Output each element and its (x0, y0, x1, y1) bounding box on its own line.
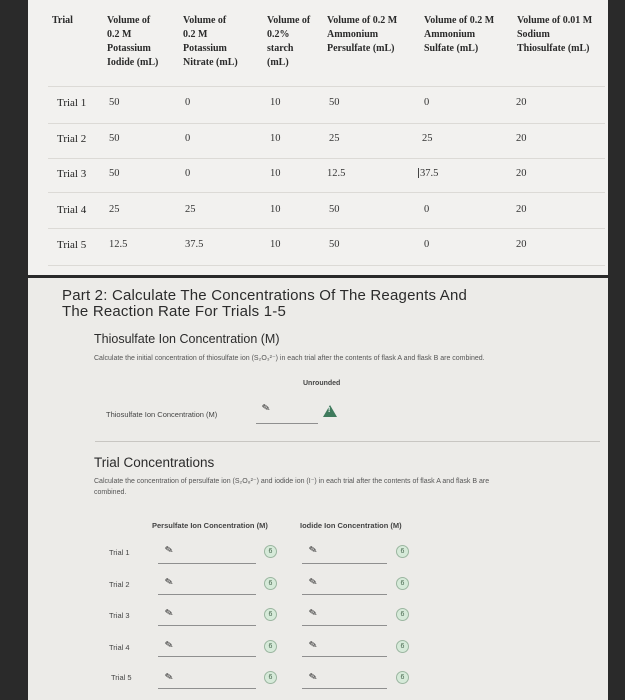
cell-starch: 10 (270, 97, 281, 108)
iodide-column-header: Iodide Ion Concentration (M) (300, 521, 402, 530)
text-cursor (418, 168, 419, 178)
iodide-input-trial-2[interactable] (302, 594, 387, 595)
sig-fig-badge[interactable]: 6 (396, 545, 409, 558)
iodide-input-trial-1[interactable] (302, 563, 387, 564)
sig-fig-badge[interactable]: 6 (264, 608, 277, 621)
cell-ki: 50 (109, 168, 120, 179)
cell-sulfate: 37.5 (420, 168, 439, 179)
cell-persulfate: 50 (329, 239, 340, 250)
warning-icon[interactable]: ! (323, 405, 337, 417)
thiosulfate-section-title: Thiosulfate Ion Concentration (M) (94, 332, 280, 346)
persulfate-input-trial-2[interactable] (158, 594, 256, 595)
cell-starch: 10 (270, 168, 281, 179)
persulfate-input-trial-3[interactable] (158, 625, 256, 626)
pencil-icon: ✎ (308, 607, 319, 620)
cell-sulfate: 25 (422, 133, 433, 144)
trial-row-label: Trial 5 (111, 673, 132, 682)
cell-persulfate: 12.5 (327, 168, 346, 179)
trial-row-label: Trial 4 (109, 643, 130, 652)
sig-fig-badge[interactable]: 6 (396, 608, 409, 621)
sig-fig-badge[interactable]: 6 (396, 671, 409, 684)
cell-sulfate: 0 (424, 204, 430, 215)
cell-starch: 10 (270, 204, 281, 215)
table-rule (48, 265, 605, 266)
header-sulfate: Volume of 0.2 M Ammonium Sulfate (mL) (424, 15, 495, 54)
sig-fig-badge[interactable]: 6 (396, 640, 409, 653)
cell-persulfate: 50 (329, 97, 340, 108)
persulfate-input-trial-4[interactable] (158, 656, 256, 657)
persulfate-column-header: Persulfate Ion Concentration (M) (152, 521, 268, 530)
iodide-input-trial-5[interactable] (302, 688, 387, 689)
table-rule (48, 158, 605, 159)
trial-row-label: Trial 3 (109, 611, 130, 620)
cell-sulfate: 0 (424, 239, 430, 250)
pencil-icon: ✎ (261, 402, 272, 415)
pencil-icon: ✎ (308, 671, 319, 684)
trial-row-label: Trial 2 (109, 580, 130, 589)
cell-kno3: 0 (185, 168, 191, 179)
cell-kno3: 25 (185, 204, 196, 215)
cell-kno3: 37.5 (185, 239, 204, 250)
pencil-icon: ✎ (164, 671, 175, 684)
trial-concentrations-title: Trial Concentrations (94, 455, 215, 470)
pencil-icon: ✎ (164, 576, 175, 589)
persulfate-input-trial-1[interactable] (158, 563, 256, 564)
cell-starch: 10 (270, 239, 281, 250)
cell-persulfate: 25 (329, 133, 340, 144)
cell-kno3: 0 (185, 133, 191, 144)
row-label-trial-1: Trial 1 (57, 97, 87, 109)
table-rule (48, 123, 605, 124)
thiosulfate-instructions: Calculate the initial concentration of thiosulfate ion (S₂O₃²⁻) in each trial after the contents of flask A and flask B are combined. (94, 355, 485, 362)
table-rule (48, 86, 605, 87)
sig-fig-badge[interactable]: 6 (264, 671, 277, 684)
row-label-trial-2: Trial 2 (57, 133, 87, 145)
sig-fig-badge[interactable]: 6 (264, 545, 277, 558)
cell-sulfate: 0 (424, 97, 430, 108)
pencil-icon: ✎ (164, 544, 175, 557)
row-label-trial-5: Trial 5 (57, 239, 87, 251)
table-rule (48, 192, 605, 193)
iodide-input-trial-4[interactable] (302, 656, 387, 657)
header-thiosulfate: Volume of 0.01 M Sodium Thiosulfate (mL) (517, 15, 593, 54)
iodide-input-trial-3[interactable] (302, 625, 387, 626)
sig-fig-badge[interactable]: 6 (264, 640, 277, 653)
row-label-trial-4: Trial 4 (57, 204, 87, 216)
header-starch: Volume of 0.2% starch (mL) (267, 15, 311, 68)
trial-concentrations-instructions: Calculate the concentration of persulfate ion (S₂O₈²⁻) and iodide ion (I⁻) in each trial after the contents of flask A and flask B are combined. (94, 478, 490, 496)
thiosulfate-field-label: Thiosulfate Ion Concentration (M) (106, 410, 218, 419)
cell-persulfate: 50 (329, 204, 340, 215)
cell-thiosulfate: 20 (516, 168, 527, 179)
cell-thiosulfate: 20 (516, 239, 527, 250)
cell-kno3: 0 (185, 97, 191, 108)
table-rule (48, 228, 605, 229)
section-divider (95, 441, 600, 442)
unrounded-label: Unrounded (303, 380, 341, 387)
header-persulfate: Volume of 0.2 M Ammonium Persulfate (mL) (327, 15, 398, 54)
pencil-icon: ✎ (164, 639, 175, 652)
header-ki: Volume of 0.2 M Potassium Iodide (mL) (107, 15, 159, 68)
cell-ki: 12.5 (109, 239, 128, 250)
cell-thiosulfate: 20 (516, 97, 527, 108)
sig-fig-badge[interactable]: 6 (396, 577, 409, 590)
pencil-icon: ✎ (308, 639, 319, 652)
sig-fig-badge[interactable]: 6 (264, 577, 277, 590)
pencil-icon: ✎ (308, 544, 319, 557)
cell-thiosulfate: 20 (516, 204, 527, 215)
thiosulfate-answer-input[interactable] (256, 423, 318, 424)
trial-row-label: Trial 1 (109, 548, 130, 557)
cell-ki: 50 (109, 97, 120, 108)
cell-ki: 25 (109, 204, 120, 215)
pencil-icon: ✎ (164, 607, 175, 620)
row-label-trial-3: Trial 3 (57, 168, 87, 180)
header-trial: Trial (52, 15, 73, 26)
cell-ki: 50 (109, 133, 120, 144)
cell-thiosulfate: 20 (516, 133, 527, 144)
header-kno3: Volume of 0.2 M Potassium Nitrate (mL) (183, 15, 238, 68)
cell-starch: 10 (270, 133, 281, 144)
pencil-icon: ✎ (308, 576, 319, 589)
part2-title: Part 2: Calculate The Concentrations Of The Reagents And The Reaction Rate For Trials 1-5 (62, 287, 468, 320)
persulfate-input-trial-5[interactable] (158, 688, 256, 689)
